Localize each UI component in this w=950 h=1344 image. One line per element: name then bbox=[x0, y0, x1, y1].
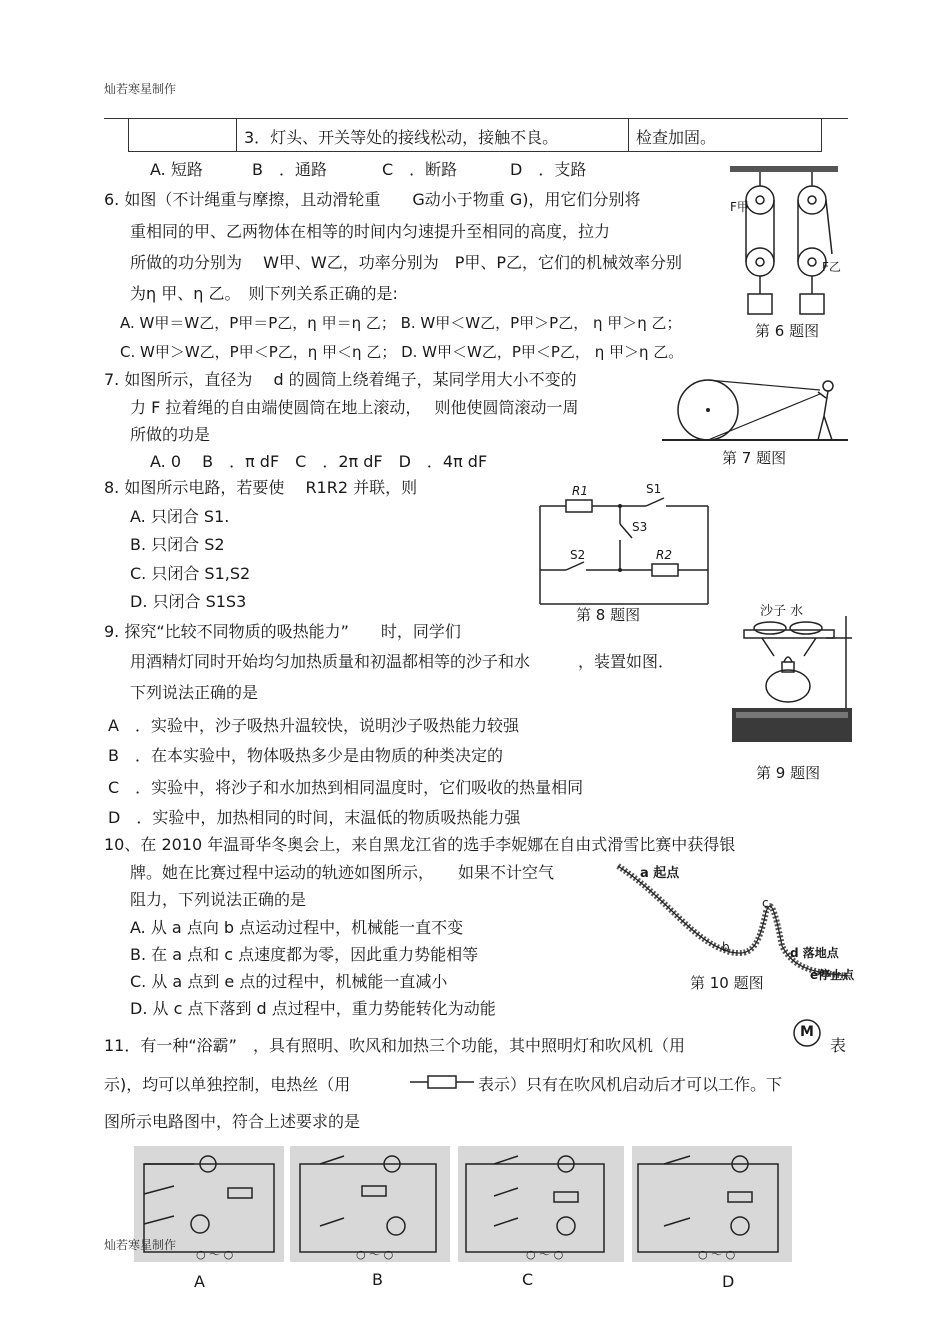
q10-option-d: D. 从 c 点下落到 d 点过程中，重力势能转化为动能 bbox=[130, 999, 496, 1018]
point-a-label: a 起点 bbox=[640, 866, 680, 881]
q6-caption: 第 6 题图 bbox=[755, 322, 820, 340]
table-divider bbox=[236, 119, 237, 152]
q10-line-1: 10、在 2010 年温哥华冬奥会上，来自黑龙江省的选手李妮娜在自由式滑雪比赛中获得银 bbox=[104, 835, 736, 854]
q6-line-2: 重相同的甲、乙两物体在相等的时间内匀速提升至相同的高度，拉力 bbox=[130, 222, 611, 241]
q9-line-1: 9. 探究“比较不同物质的吸热能力” 时，同学们 bbox=[104, 622, 461, 641]
circuit-diagrams bbox=[134, 1146, 794, 1262]
q9-option-b: B ．在本实验中，物体吸热多少是由物质的种类决定的 bbox=[108, 746, 503, 765]
q7-caption: 第 7 题图 bbox=[722, 449, 787, 467]
q10-option-b: B. 在 a 点和 c 点速度都为零，因此重力势能相等 bbox=[130, 945, 479, 964]
q10-line-3: 阻力，下列说法正确的是 bbox=[130, 890, 307, 909]
q11-line-3: 图所示电路图中，符合上述要求的是 bbox=[104, 1112, 361, 1131]
circuit-label-a: A bbox=[194, 1272, 205, 1291]
q11-line-2a: 示)，均可以单独控制，电热丝（用 bbox=[104, 1075, 351, 1094]
motor-symbol-letter: M bbox=[800, 1024, 814, 1040]
q7-line-2: 力 F 拉着绳的自由端使圆筒在地上滚动， 则他使圆筒滚动一周 bbox=[130, 398, 579, 417]
q8-caption: 第 8 题图 bbox=[576, 606, 641, 624]
circuit-figure-8 bbox=[536, 484, 712, 612]
q5-option-c: C ．断路 bbox=[382, 160, 458, 179]
q6-line-1: 6. 如图（不计绳重与摩擦，且动滑轮重 G动小于物重 G)，用它们分别将 bbox=[104, 190, 641, 209]
q9-option-a: A ．实验中，沙子吸热升温较快，说明沙子吸热能力较强 bbox=[108, 716, 519, 735]
q8-option-a: A. 只闭合 S1. bbox=[130, 507, 230, 526]
q5-option-d: D ．支路 bbox=[510, 160, 587, 179]
svg-text:○ ～ ○: ○ ～ ○ bbox=[356, 1248, 394, 1261]
q8-stem: 8. 如图所示电路，若要使 R1R2 并联，则 bbox=[104, 478, 418, 497]
q5-option-a: A. 短路 bbox=[150, 160, 203, 179]
circuit-label-d: D bbox=[722, 1272, 735, 1291]
q9-line-3: 下列说法正确的是 bbox=[130, 683, 259, 702]
table-cell-fix: 检查加固。 bbox=[636, 128, 717, 147]
cylinder-figure bbox=[660, 376, 850, 446]
force-left-label: F甲 bbox=[730, 200, 749, 214]
heating-figure bbox=[726, 616, 856, 750]
point-c-label: c bbox=[762, 896, 769, 910]
svg-text:○ ～ ○: ○ ～ ○ bbox=[526, 1248, 564, 1261]
heater-wire-symbol-icon bbox=[410, 1072, 474, 1092]
q11-line-1: 11．有一种“浴霸” ，具有照明、吹风和加热三个功能，其中照明灯和吹风机（用 bbox=[104, 1036, 685, 1055]
q10-caption: 第 10 题图 bbox=[690, 974, 764, 992]
q7-line-1: 7. 如图所示，直径为 d 的圆筒上绕着绳子，某同学用大小不变的 bbox=[104, 370, 577, 389]
q6-line-3: 所做的功分别为 W甲、W乙，功率分别为 P甲、P乙，它们的机械效率分别 bbox=[130, 253, 683, 272]
q6-options-cd: C. W甲＞W乙，P甲＜P乙，η 甲＜η 乙； D. W甲＜W乙，P甲＜P乙， η 甲＞η 乙。 bbox=[120, 343, 684, 361]
circuit-label-c: C bbox=[522, 1270, 534, 1289]
r1-label: R1 bbox=[572, 484, 588, 498]
header-text: 灿若寒星制作 bbox=[104, 82, 177, 96]
footer-text: 灿若寒星制作 bbox=[104, 1238, 177, 1252]
s1-label: S1 bbox=[646, 482, 662, 496]
q7-line-3: 所做的功是 bbox=[130, 425, 211, 444]
q11-line-1-end: 表 bbox=[830, 1036, 847, 1055]
point-d-label: d 落地点 bbox=[790, 946, 839, 960]
s3-label: S3 bbox=[632, 520, 648, 534]
point-e-label: e停止点 bbox=[810, 968, 855, 982]
r2-label: R2 bbox=[656, 548, 672, 562]
q10-line-2: 牌。她在比赛过程中运动的轨迹如图所示， 如果不计空气 bbox=[130, 863, 555, 882]
q8-option-b: B. 只闭合 S2 bbox=[130, 535, 225, 554]
q9-line-2: 用酒精灯同时开始均匀加热质量和初温都相等的沙子和水 ，装置如图． bbox=[130, 652, 675, 671]
q9-option-d: D ．实验中，加热相同的时间，末温低的物质吸热能力强 bbox=[108, 808, 521, 827]
svg-text:○ ～ ○: ○ ～ ○ bbox=[196, 1248, 234, 1261]
q11-line-2b: 表示）只有在吹风机启动后才可以工作。下 bbox=[478, 1075, 783, 1094]
pulley-figure bbox=[728, 164, 838, 324]
q6-line-4: 为η 甲、η 乙。 则下列关系正确的是: bbox=[130, 284, 398, 303]
q10-option-a: A. 从 a 点向 b 点运动过程中，机械能一直不变 bbox=[130, 918, 464, 937]
q10-option-c: C. 从 a 点到 e 点的过程中，机械能一直减小 bbox=[130, 972, 448, 991]
q9-caption: 第 9 题图 bbox=[756, 764, 821, 782]
table-divider bbox=[628, 119, 629, 152]
point-b-label: b bbox=[722, 940, 730, 954]
svg-text:○ ～ ○: ○ ～ ○ bbox=[698, 1248, 736, 1261]
table-cell-item: 3．灯头、开关等处的接线松动，接触不良。 bbox=[244, 128, 559, 147]
force-right-label: F乙 bbox=[822, 260, 841, 274]
circuit-label-b: B bbox=[372, 1270, 383, 1289]
q7-options: A. 0 B ．π dF C ．2π dF D ．4π dF bbox=[150, 452, 488, 471]
q8-option-d: D. 只闭合 S1S3 bbox=[130, 592, 247, 611]
s2-label: S2 bbox=[570, 548, 586, 562]
sand-water-label: 沙子 水 bbox=[760, 604, 804, 619]
q6-options-ab: A. W甲＝W乙，P甲＝P乙，η 甲＝η 乙； B. W甲＜W乙，P甲＞P乙， η 甲＞η 乙； bbox=[120, 314, 682, 332]
q9-option-c: C ．实验中，将沙子和水加热到相同温度时，它们吸收的热量相同 bbox=[108, 778, 584, 797]
q5-option-b: B ．通路 bbox=[252, 160, 327, 179]
q8-option-c: C. 只闭合 S1,S2 bbox=[130, 564, 251, 583]
